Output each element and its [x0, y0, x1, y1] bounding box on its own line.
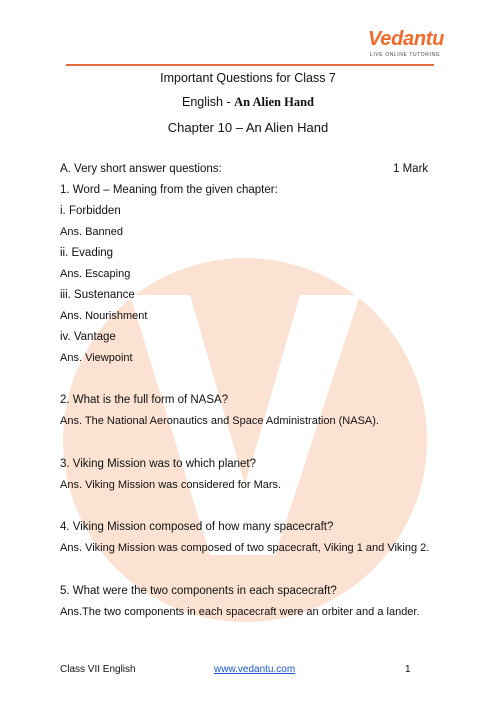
question-text: 5. What were the two components in each spacecraft? [60, 585, 337, 597]
logo-wordmark: Vedantu [368, 28, 445, 50]
document-title: Important Questions for Class 7 [160, 71, 336, 85]
page-number: 1 [405, 664, 411, 675]
question-text: 4. Viking Mission composed of how many spacecraft? [60, 521, 334, 533]
subject-title: An Alien Hand [234, 95, 314, 109]
answer-text: Ans. Viking Mission was considered for Mars. [60, 479, 282, 491]
word-item: iii. Sustenance [60, 289, 135, 301]
section-marks: 1 Mark [393, 163, 429, 175]
subject-prefix: English - [182, 95, 235, 109]
chapter-heading: Chapter 10 – An Alien Hand [167, 120, 329, 135]
header-rule [66, 64, 434, 66]
vedantu-logo [368, 28, 468, 62]
question-text: 3. Viking Mission was to which planet? [60, 458, 257, 470]
answer-text: Ans. Viking Mission was composed of two spacecraft, Viking 1 and Viking 2. [60, 542, 430, 554]
answer-text: Ans. Escaping [60, 268, 131, 280]
footer-class-label: Class VII English [60, 664, 136, 675]
answer-text: Ans. Viewpoint [60, 352, 133, 364]
logo-tagline: LIVE ONLINE TUTORING [370, 52, 441, 58]
question-text: 2. What is the full form of NASA? [60, 394, 229, 406]
question-text: 1. Word – Meaning from the given chapter: [60, 184, 278, 196]
answer-text: Ans.The two components in each spacecraft were an orbiter and a lander. [60, 606, 420, 618]
section-title: A. Very short answer questions: [60, 163, 222, 175]
word-item: ii. Evading [60, 247, 114, 259]
answer-text: Ans. Banned [60, 226, 123, 238]
answer-text: Ans. The National Aeronautics and Space Administration (NASA). [60, 415, 379, 427]
answer-text: Ans. Nourishment [60, 310, 148, 322]
word-item: i. Forbidden [60, 205, 121, 217]
footer-website-link[interactable]: www.vedantu.com [214, 664, 296, 675]
word-item: iv. Vantage [60, 331, 116, 343]
document-subject [0, 95, 496, 110]
